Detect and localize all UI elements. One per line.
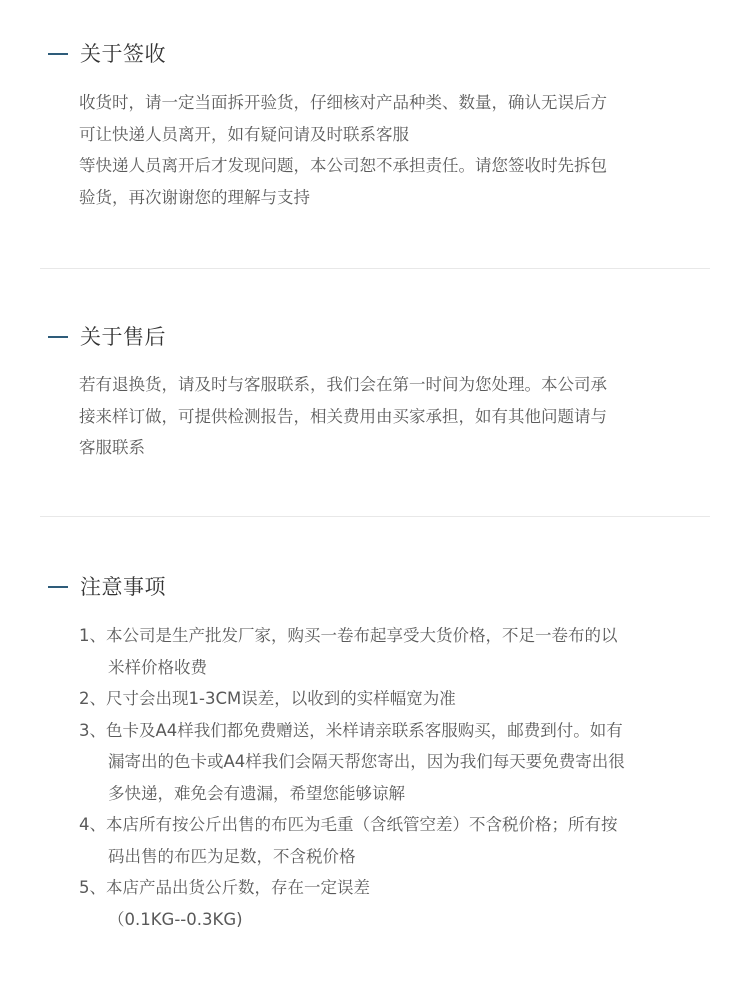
list-item-line: 码出售的布匹为足数，不含税价格: [108, 846, 356, 866]
list-item: [79, 809, 699, 872]
list-item-line: 多快递，难免会有遗漏，希望您能够谅解: [108, 783, 405, 803]
list-item: [79, 620, 699, 683]
paragraph-line: 客服联系: [79, 438, 145, 457]
list-item-line: （0.1KG--0.3KG): [108, 909, 243, 929]
section-paragraph: [79, 87, 679, 213]
section-heading: [48, 39, 166, 69]
heading-dash-icon: [48, 586, 68, 588]
list-item-line: 米样价格收费: [108, 657, 207, 677]
list-item-line: 漏寄出的色卡或A4样我们会隔天帮您寄出，因为我们每天要免费寄出很: [108, 752, 625, 771]
section-divider: [40, 516, 710, 517]
paragraph-line: 可让快递人员离开，如有疑问请及时联系客服: [79, 124, 409, 144]
list-item: [79, 683, 699, 715]
section-divider: [40, 268, 710, 269]
list-item-line: 1、本公司是生产批发厂家，购买一卷布起享受大货价格，不足一卷布的以: [79, 626, 618, 645]
paragraph-line: 验货，再次谢谢您的理解与支持: [79, 187, 310, 207]
list-item-line: 3、色卡及A4样我们都免费赠送，米样请亲联系客服购买，邮费到付。如有: [79, 720, 623, 740]
paragraph-line: 接来样订做，可提供检测报告，相关费用由买家承担，如有其他问题请与: [79, 406, 607, 426]
section-paragraph: [79, 369, 679, 464]
list-item-line: 2、尺寸会出现1-3CM误差，以收到的实样幅宽为准: [79, 689, 456, 708]
paragraph-line: 收货时，请一定当面拆开验货，仔细核对产品种类、数量，确认无误后方: [79, 93, 607, 112]
notes-list: [79, 620, 699, 935]
section-title: 关于签收: [80, 42, 166, 66]
section-heading: [48, 322, 166, 352]
section-title: 注意事项: [80, 575, 166, 599]
paragraph-line: 若有退换货，请及时与客服联系，我们会在第一时间为您处理。本公司承: [79, 375, 607, 394]
list-item-line: 4、本店所有按公斤出售的布匹为毛重（含纸管空差）不含税价格；所有按: [79, 815, 618, 834]
heading-dash-icon: [48, 336, 68, 338]
paragraph-line: 等快递人员离开后才发现问题，本公司恕不承担责任。请您签收时先拆包: [79, 156, 607, 175]
list-item: [79, 715, 699, 810]
section-heading: [48, 572, 166, 602]
list-item-line: 5、本店产品出货公斤数，存在一定误差: [79, 878, 370, 897]
list-item: [79, 872, 699, 935]
heading-dash-icon: [48, 53, 68, 55]
section-title: 关于售后: [80, 325, 166, 349]
